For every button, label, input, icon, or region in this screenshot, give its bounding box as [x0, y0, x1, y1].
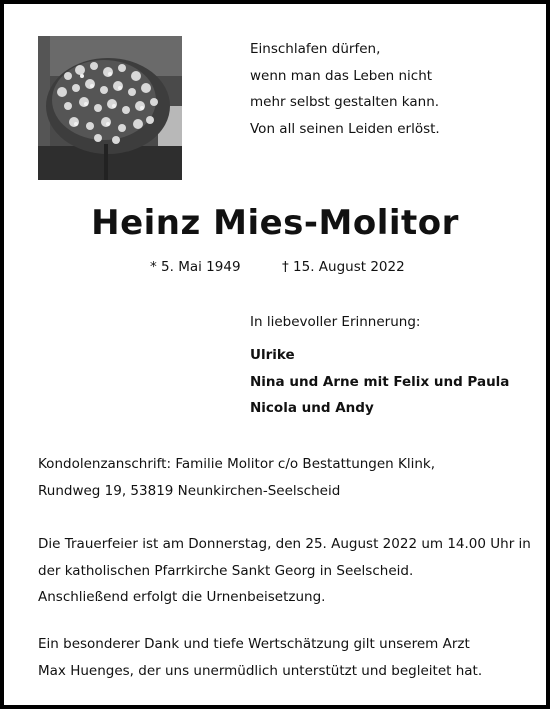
- family-member: Nina und Arne mit Felix und Paula: [250, 373, 510, 390]
- thanks-note: [38, 631, 482, 684]
- poem-line: wenn man das Leben nicht: [250, 67, 433, 84]
- poem-line: Einschlafen dürfen,: [250, 41, 381, 57]
- rose-bush-image: [38, 36, 182, 180]
- funeral-service-info: [38, 531, 531, 611]
- condolence-line: Rundweg 19, 53819 Neunkirchen-Seelscheid: [38, 482, 341, 499]
- service-line: Anschließend erfolgt die Urnenbeisetzung.: [38, 589, 326, 605]
- birth-date: * 5. Mai 1949: [150, 259, 241, 275]
- condolence-line: Kondolenzanschrift: Familie Molitor c/o Bestattungen Klink,: [38, 456, 436, 472]
- condolence-address: [38, 451, 435, 504]
- thanks-line: Ein besonderer Dank und tiefe Wertschätzung gilt unserem Arzt: [38, 636, 470, 652]
- family-member: Nicola und Andy: [250, 400, 374, 416]
- death-date: † 15. August 2022: [282, 259, 405, 275]
- family-list: [250, 342, 509, 422]
- service-line: der katholischen Pfarrkirche Sankt Georg in Seelscheid.: [38, 562, 414, 579]
- service-line: Die Trauerfeier ist am Donnerstag, den 25. August 2022 um 14.00 Uhr in: [38, 536, 531, 552]
- poem: [250, 36, 440, 142]
- memory-intro: In liebevoller Erinnerung:: [250, 314, 421, 330]
- thanks-line: Max Huenges, der uns unermüdlich unterstützt und begleitet hat.: [38, 662, 483, 679]
- poem-line: Von all seinen Leiden erlöst.: [250, 120, 440, 137]
- family-member: Ulrike: [250, 347, 295, 363]
- poem-line: mehr selbst gestalten kann.: [250, 94, 440, 110]
- rose-bush-photo: [38, 36, 182, 180]
- deceased-name: Heinz Mies-Molitor: [91, 203, 459, 243]
